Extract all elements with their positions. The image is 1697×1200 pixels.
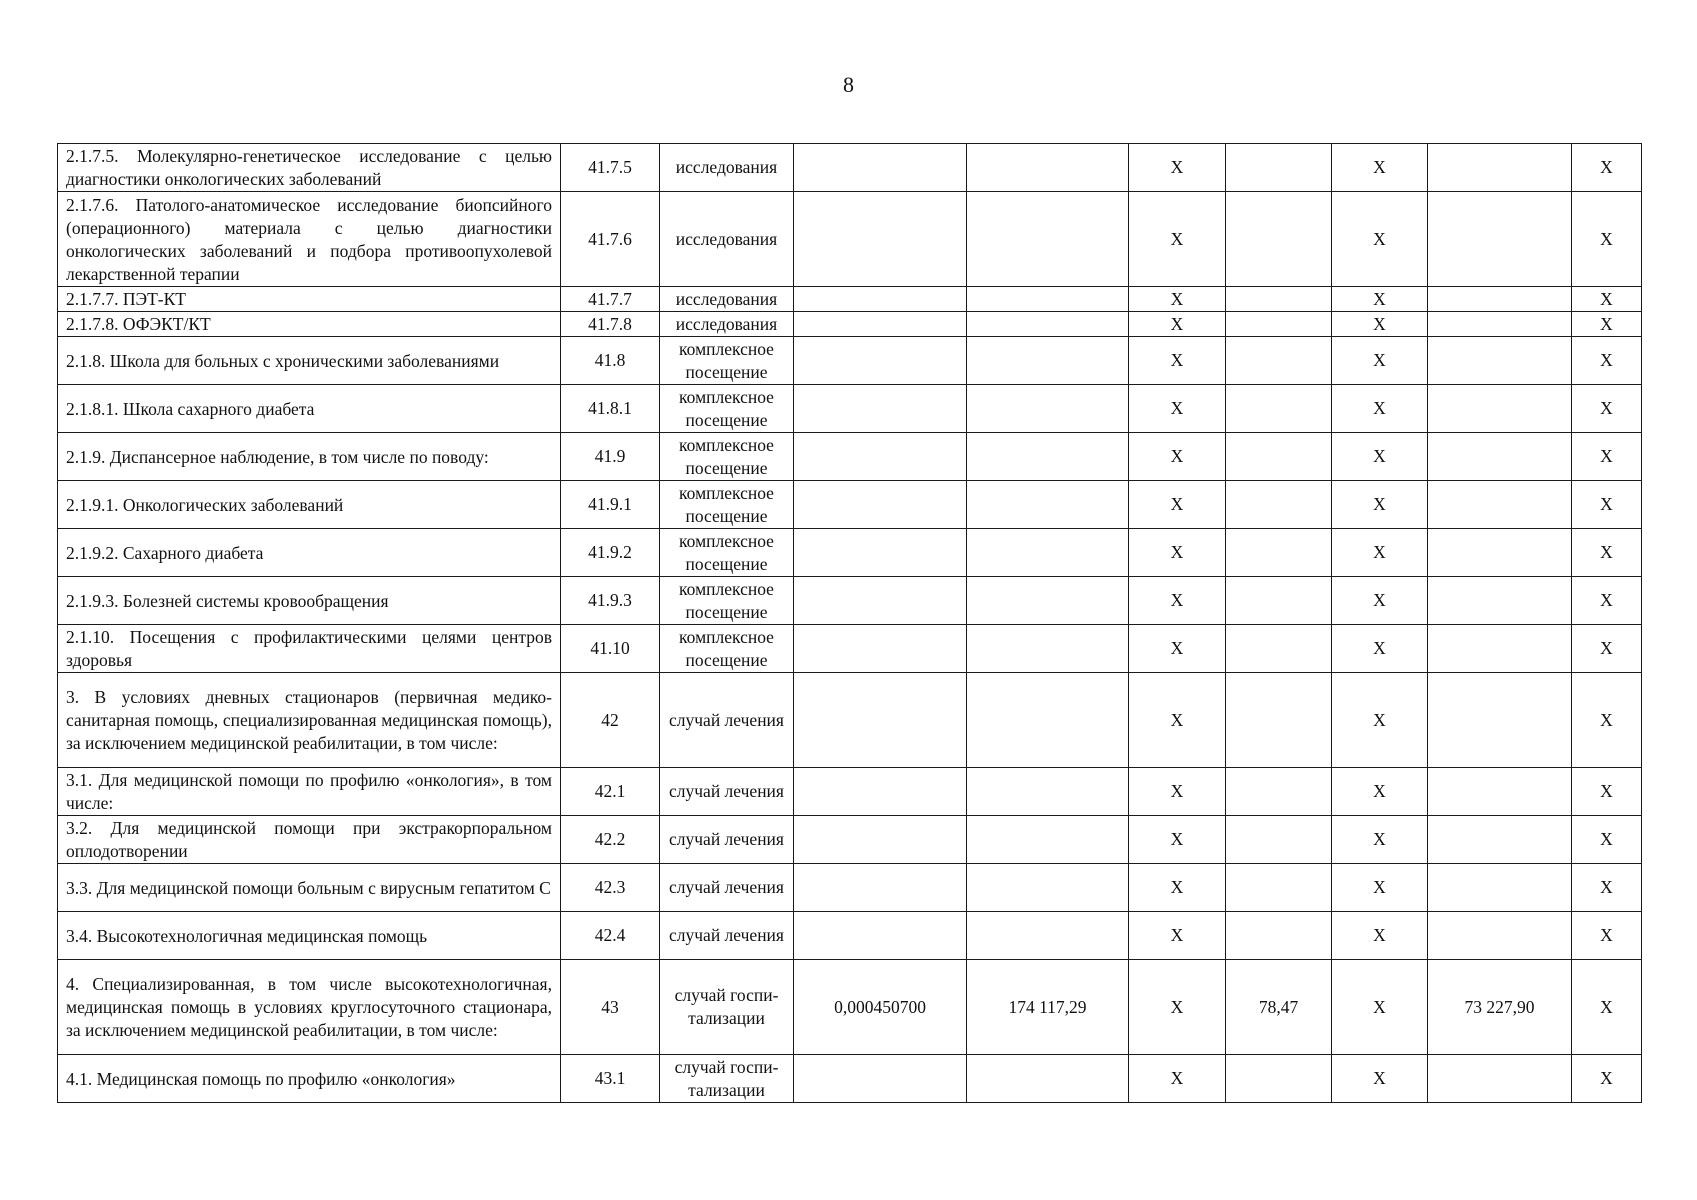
cell-norm-cost — [967, 144, 1129, 192]
cell-budget-total: X — [1332, 481, 1428, 529]
cell-oms-total — [1428, 625, 1572, 673]
cell-norm-cost: 174 117,29 — [967, 960, 1129, 1055]
cell-budget-total: X — [1332, 673, 1428, 768]
cell-budget-total: X — [1332, 287, 1428, 312]
cell-indicator-name: 4.1. Медицинская помощь по профилю «онкология» — [58, 1055, 561, 1103]
cell-share-percent: X — [1572, 625, 1642, 673]
table-row — [58, 625, 1642, 673]
cell-oms-per-capita — [1226, 673, 1332, 768]
cell-share-percent: X — [1572, 1055, 1642, 1103]
cell-budget-total: X — [1332, 433, 1428, 481]
cell-row-number: 42.2 — [561, 816, 660, 864]
cell-row-number: 41.7.8 — [561, 312, 660, 337]
cell-indicator-name: 2.1.9.2. Сахарного диабета — [58, 529, 561, 577]
table-row — [58, 577, 1642, 625]
cell-indicator-name: 3.3. Для медицинской помощи больным с вирусным гепатитом С — [58, 864, 561, 912]
cell-norm-volume — [794, 312, 967, 337]
cell-share-percent: X — [1572, 912, 1642, 960]
cell-unit-of-measure: исследования — [660, 312, 794, 337]
table-row — [58, 287, 1642, 312]
cell-share-percent: X — [1572, 337, 1642, 385]
cell-row-number: 43 — [561, 960, 660, 1055]
cell-oms-per-capita — [1226, 768, 1332, 816]
cell-indicator-name: 2.1.7.5. Молекулярно-генетическое исследование с целью диагностики онкологических заболеваний — [58, 144, 561, 192]
cell-norm-volume — [794, 385, 967, 433]
cell-share-percent: X — [1572, 768, 1642, 816]
cell-norm-cost — [967, 385, 1129, 433]
cell-budget-total: X — [1332, 144, 1428, 192]
cell-oms-per-capita — [1226, 192, 1332, 287]
cell-indicator-name: 3. В условиях дневных стационаров (первичная медико-санитарная помощь, специализированная медицинская помощь), за исключением медицинской реабилитации, в том числе: — [58, 673, 561, 768]
table-row — [58, 673, 1642, 768]
cell-oms-per-capita — [1226, 912, 1332, 960]
cell-norm-cost — [967, 481, 1129, 529]
cell-unit-of-measure: комплексное посещение — [660, 625, 794, 673]
cell-norm-volume — [794, 1055, 967, 1103]
cell-unit-of-measure: исследования — [660, 144, 794, 192]
cell-norm-volume — [794, 433, 967, 481]
table-row — [58, 768, 1642, 816]
table-row — [58, 864, 1642, 912]
cell-norm-cost — [967, 287, 1129, 312]
cell-row-number: 41.9.3 — [561, 577, 660, 625]
cell-budget-total: X — [1332, 625, 1428, 673]
cell-share-percent: X — [1572, 529, 1642, 577]
cell-norm-cost — [967, 625, 1129, 673]
cell-budget-per-capita: X — [1129, 768, 1226, 816]
cell-share-percent: X — [1572, 192, 1642, 287]
cell-row-number: 43.1 — [561, 1055, 660, 1103]
cell-budget-total: X — [1332, 529, 1428, 577]
cell-budget-total: X — [1332, 1055, 1428, 1103]
cell-norm-volume — [794, 192, 967, 287]
cell-norm-volume — [794, 577, 967, 625]
cell-oms-per-capita — [1226, 864, 1332, 912]
cell-indicator-name: 2.1.8.1. Школа сахарного диабета — [58, 385, 561, 433]
table-row — [58, 481, 1642, 529]
cell-budget-total: X — [1332, 577, 1428, 625]
cell-norm-volume — [794, 529, 967, 577]
cell-oms-per-capita — [1226, 577, 1332, 625]
cell-unit-of-measure: случай лечения — [660, 673, 794, 768]
cell-norm-cost — [967, 912, 1129, 960]
cell-budget-per-capita: X — [1129, 385, 1226, 433]
cell-norm-cost — [967, 768, 1129, 816]
cell-norm-volume — [794, 144, 967, 192]
cell-oms-per-capita — [1226, 144, 1332, 192]
cell-budget-per-capita: X — [1129, 481, 1226, 529]
table-row — [58, 144, 1642, 192]
cell-unit-of-measure: исследования — [660, 192, 794, 287]
cell-oms-total — [1428, 912, 1572, 960]
cell-oms-per-capita: 78,47 — [1226, 960, 1332, 1055]
table-row — [58, 912, 1642, 960]
cell-row-number: 41.9.2 — [561, 529, 660, 577]
cell-norm-cost — [967, 529, 1129, 577]
cell-share-percent: X — [1572, 673, 1642, 768]
cell-unit-of-measure: случай лечения — [660, 912, 794, 960]
cell-row-number: 42 — [561, 673, 660, 768]
cell-norm-volume — [794, 912, 967, 960]
cell-norm-cost — [967, 673, 1129, 768]
cell-budget-per-capita: X — [1129, 673, 1226, 768]
cell-unit-of-measure: комплексное посещение — [660, 385, 794, 433]
cell-norm-volume — [794, 625, 967, 673]
cell-oms-total — [1428, 337, 1572, 385]
cell-budget-per-capita: X — [1129, 287, 1226, 312]
cell-share-percent: X — [1572, 816, 1642, 864]
cell-share-percent: X — [1572, 481, 1642, 529]
cell-budget-per-capita: X — [1129, 1055, 1226, 1103]
cell-oms-total — [1428, 287, 1572, 312]
cell-row-number: 41.7.5 — [561, 144, 660, 192]
cell-share-percent: X — [1572, 312, 1642, 337]
cell-budget-total: X — [1332, 768, 1428, 816]
cell-indicator-name: 2.1.7.8. ОФЭКТ/КТ — [58, 312, 561, 337]
cell-budget-per-capita: X — [1129, 192, 1226, 287]
cell-norm-volume — [794, 481, 967, 529]
cell-oms-total — [1428, 481, 1572, 529]
cell-share-percent: X — [1572, 287, 1642, 312]
table-row — [58, 312, 1642, 337]
cell-budget-total: X — [1332, 192, 1428, 287]
cell-row-number: 42.4 — [561, 912, 660, 960]
cell-oms-total — [1428, 1055, 1572, 1103]
cell-norm-cost — [967, 192, 1129, 287]
cell-budget-per-capita: X — [1129, 625, 1226, 673]
cell-row-number: 41.10 — [561, 625, 660, 673]
cell-oms-total — [1428, 144, 1572, 192]
cell-budget-per-capita: X — [1129, 816, 1226, 864]
cell-oms-total — [1428, 864, 1572, 912]
cell-budget-per-capita: X — [1129, 529, 1226, 577]
cell-budget-total: X — [1332, 385, 1428, 433]
table-row — [58, 529, 1642, 577]
cell-unit-of-measure: случай госпи-тализации — [660, 960, 794, 1055]
cell-budget-total: X — [1332, 864, 1428, 912]
cell-share-percent: X — [1572, 960, 1642, 1055]
cell-indicator-name: 2.1.10. Посещения с профилактическими целями центров здоровья — [58, 625, 561, 673]
cell-row-number: 42.1 — [561, 768, 660, 816]
cell-unit-of-measure: комплексное посещение — [660, 433, 794, 481]
cell-budget-per-capita: X — [1129, 960, 1226, 1055]
cell-share-percent: X — [1572, 144, 1642, 192]
cell-row-number: 41.8.1 — [561, 385, 660, 433]
cell-budget-total: X — [1332, 337, 1428, 385]
cell-indicator-name: 3.2. Для медицинской помощи при экстракорпоральном оплодотворении — [58, 816, 561, 864]
cell-indicator-name: 2.1.9.3. Болезней системы кровообращения — [58, 577, 561, 625]
cell-indicator-name: 3.4. Высокотехнологичная медицинская помощь — [58, 912, 561, 960]
cell-unit-of-measure: случай лечения — [660, 816, 794, 864]
cell-indicator-name: 2.1.8. Школа для больных с хроническими заболеваниями — [58, 337, 561, 385]
cell-norm-volume — [794, 673, 967, 768]
cell-row-number: 41.9.1 — [561, 481, 660, 529]
cell-oms-per-capita — [1226, 385, 1332, 433]
cell-oms-per-capita — [1226, 1055, 1332, 1103]
cell-oms-per-capita — [1226, 312, 1332, 337]
table-row — [58, 337, 1642, 385]
cell-indicator-name: 2.1.9.1. Онкологических заболеваний — [58, 481, 561, 529]
page-number: 8 — [843, 72, 854, 97]
cell-unit-of-measure: комплексное посещение — [660, 337, 794, 385]
cell-norm-cost — [967, 864, 1129, 912]
table-body — [58, 144, 1642, 1103]
cell-norm-volume — [794, 816, 967, 864]
table-row — [58, 433, 1642, 481]
cell-oms-total: 73 227,90 — [1428, 960, 1572, 1055]
table-row — [58, 192, 1642, 287]
cell-share-percent: X — [1572, 385, 1642, 433]
cell-norm-volume — [794, 337, 967, 385]
table-row — [58, 960, 1642, 1055]
cell-norm-cost — [967, 816, 1129, 864]
cell-norm-cost — [967, 433, 1129, 481]
cell-budget-per-capita: X — [1129, 312, 1226, 337]
cell-oms-per-capita — [1226, 433, 1332, 481]
cell-oms-total — [1428, 312, 1572, 337]
table-row — [58, 816, 1642, 864]
cell-oms-total — [1428, 192, 1572, 287]
cell-oms-per-capita — [1226, 529, 1332, 577]
cell-norm-cost — [967, 312, 1129, 337]
cell-indicator-name: 3.1. Для медицинской помощи по профилю «онкология», в том числе: — [58, 768, 561, 816]
cell-budget-per-capita: X — [1129, 433, 1226, 481]
cell-budget-total: X — [1332, 816, 1428, 864]
cell-oms-total — [1428, 433, 1572, 481]
cell-norm-volume — [794, 287, 967, 312]
cell-oms-per-capita — [1226, 816, 1332, 864]
cell-indicator-name: 2.1.7.7. ПЭТ-КТ — [58, 287, 561, 312]
cell-unit-of-measure: комплексное посещение — [660, 481, 794, 529]
cell-norm-cost — [967, 337, 1129, 385]
cell-unit-of-measure: комплексное посещение — [660, 577, 794, 625]
cell-budget-per-capita: X — [1129, 144, 1226, 192]
cell-norm-volume — [794, 768, 967, 816]
cell-oms-per-capita — [1226, 625, 1332, 673]
norms-table — [57, 143, 1642, 1103]
cell-oms-total — [1428, 816, 1572, 864]
cell-oms-total — [1428, 673, 1572, 768]
cell-budget-per-capita: X — [1129, 337, 1226, 385]
cell-budget-total: X — [1332, 960, 1428, 1055]
cell-budget-per-capita: X — [1129, 912, 1226, 960]
cell-oms-total — [1428, 768, 1572, 816]
table-row — [58, 385, 1642, 433]
cell-row-number: 41.7.7 — [561, 287, 660, 312]
cell-budget-per-capita: X — [1129, 577, 1226, 625]
cell-row-number: 42.3 — [561, 864, 660, 912]
cell-oms-total — [1428, 577, 1572, 625]
cell-oms-per-capita — [1226, 337, 1332, 385]
cell-budget-total: X — [1332, 312, 1428, 337]
cell-budget-total: X — [1332, 912, 1428, 960]
cell-oms-per-capita — [1226, 287, 1332, 312]
table-row — [58, 1055, 1642, 1103]
cell-unit-of-measure: комплексное посещение — [660, 529, 794, 577]
cell-unit-of-measure: случай лечения — [660, 768, 794, 816]
cell-norm-cost — [967, 1055, 1129, 1103]
cell-indicator-name: 2.1.9. Диспансерное наблюдение, в том числе по поводу: — [58, 433, 561, 481]
cell-unit-of-measure: случай лечения — [660, 864, 794, 912]
cell-oms-total — [1428, 385, 1572, 433]
cell-share-percent: X — [1572, 433, 1642, 481]
cell-row-number: 41.9 — [561, 433, 660, 481]
cell-indicator-name: 4. Специализированная, в том числе высокотехнологичная, медицинская помощь в условиях круглосуточного стационара, за исключением медицинской реабилитации, в том числе: — [58, 960, 561, 1055]
cell-oms-total — [1428, 529, 1572, 577]
cell-share-percent: X — [1572, 864, 1642, 912]
cell-unit-of-measure: случай госпи-тализации — [660, 1055, 794, 1103]
cell-norm-volume: 0,000450700 — [794, 960, 967, 1055]
cell-norm-cost — [967, 577, 1129, 625]
cell-budget-per-capita: X — [1129, 864, 1226, 912]
cell-norm-volume — [794, 864, 967, 912]
cell-row-number: 41.7.6 — [561, 192, 660, 287]
cell-oms-per-capita — [1226, 481, 1332, 529]
cell-unit-of-measure: исследования — [660, 287, 794, 312]
cell-share-percent: X — [1572, 577, 1642, 625]
cell-row-number: 41.8 — [561, 337, 660, 385]
cell-indicator-name: 2.1.7.6. Патолого-анатомическое исследование биопсийного (операционного) материала с целью диагностики онкологических заболеваний и подбора противоопухолевой лекарственной терапии — [58, 192, 561, 287]
